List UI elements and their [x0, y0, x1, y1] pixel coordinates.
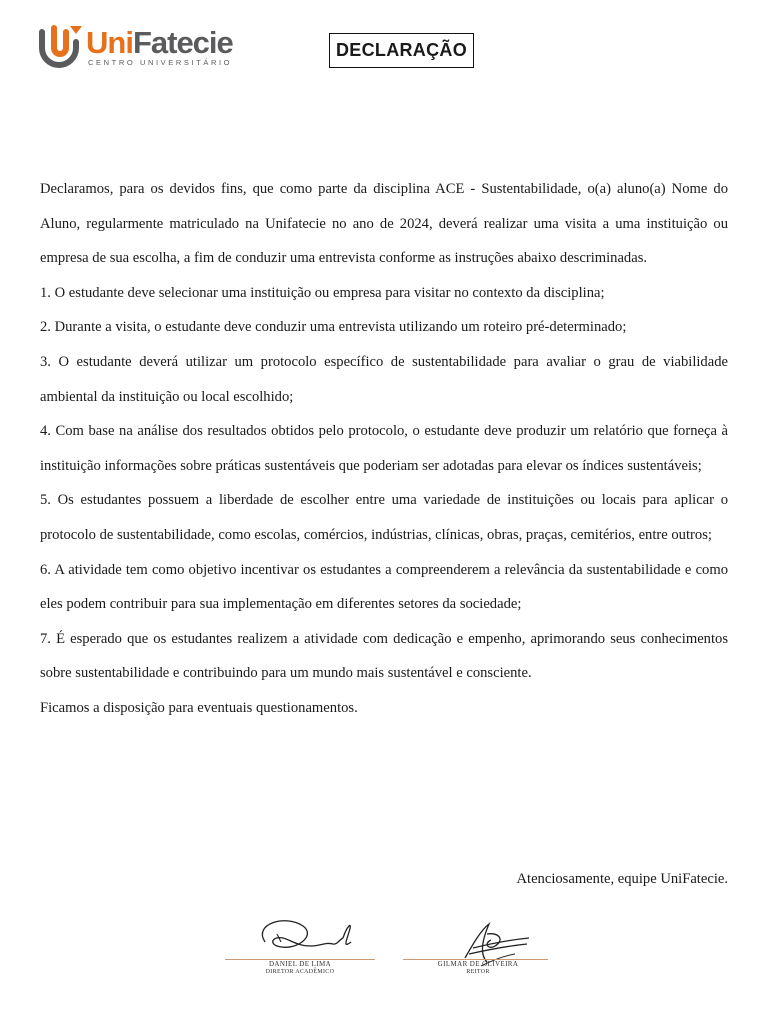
logo-name — [86, 26, 233, 60]
instruction-item: 7. É esperado que os estudantes realizem a atividade com dedicação e empenho, aprimorando seus conhecimentos sobre sustentabilidade e contribuindo para um mundo mais sustentável e consciente. — [40, 630, 728, 682]
handwritten-signature-icon — [225, 912, 375, 960]
instruction-item: 1. O estudante deve selecionar uma instituição ou empresa para visitar no contexto da disciplina; — [40, 284, 605, 301]
instruction-item: 3. O estudante deverá utilizar um protocolo específico de sustentabilidade para avaliar o grau de viabilidade ambiental da instituição ou local escolhido; — [40, 353, 728, 405]
instruction-item: 2. Durante a visita, o estudante deve conduzir uma entrevista utilizando um roteiro pré-determinado; — [40, 319, 627, 336]
document-body — [40, 172, 728, 726]
signatory-role: REITOR — [466, 969, 490, 975]
document-title: DECLARAÇÃO — [329, 33, 474, 68]
closing-line: Atenciosamente, equipe UniFatecie. — [516, 871, 728, 887]
instruction-item: 5. Os estudantes possuem a liberdade de escolher entre uma variedade de instituições ou locais para aplicar o protocolo de sustentabilidade, como escolas, comércios, indústrias, clínicas, obras, praças, cemitérios, entre outros; — [40, 492, 728, 543]
signatory-role: DIRETOR ACADÊMICO — [265, 969, 335, 975]
unifatecie-logo — [38, 24, 238, 74]
signature-block-director — [225, 912, 375, 982]
instruction-item: 4. Com base na análise dos resultados obtidos pelo protocolo, o estudante deve produzir um relatório que forneça à instituição informações sobre práticas sustentáveis que poderiam ser adotadas para elevar os índices sustentáveis; — [40, 423, 728, 474]
logo-wordmark — [86, 26, 233, 67]
instruction-item: 6. A atividade tem como objetivo incentivar os estudantes a compreenderem a relevância da sustentabilidade e como eles podem contribuir para sua implementação em diferentes setores da sociedade; — [40, 561, 728, 613]
unifatecie-logo-mark-icon — [38, 24, 84, 72]
signature-block-rector — [403, 912, 553, 982]
logo-subtitle: CENTRO UNIVERSITÁRIO — [88, 58, 233, 67]
logo-name-part2: Fatecie — [132, 25, 233, 60]
signatory-name: DANIEL DE LIMA — [268, 960, 332, 968]
intro-paragraph: Declaramos, para os devidos fins, que como parte da disciplina ACE - Sustentabilidade, o(a) aluno(a) Nome do Aluno, regularmente matriculado na Unifatecie no ano de 2024, deverá realizar uma visita a uma instituição ou empresa de sua escolha, a fim de conduzir uma entrevista conforme as instruções abaixo descriminadas. — [40, 181, 728, 267]
signatory-name: GILMAR DE OLIVEIRA — [437, 960, 519, 968]
final-paragraph: Ficamos a disposição para eventuais questionamentos. — [40, 699, 358, 716]
logo-name-part1: Uni — [86, 25, 133, 60]
